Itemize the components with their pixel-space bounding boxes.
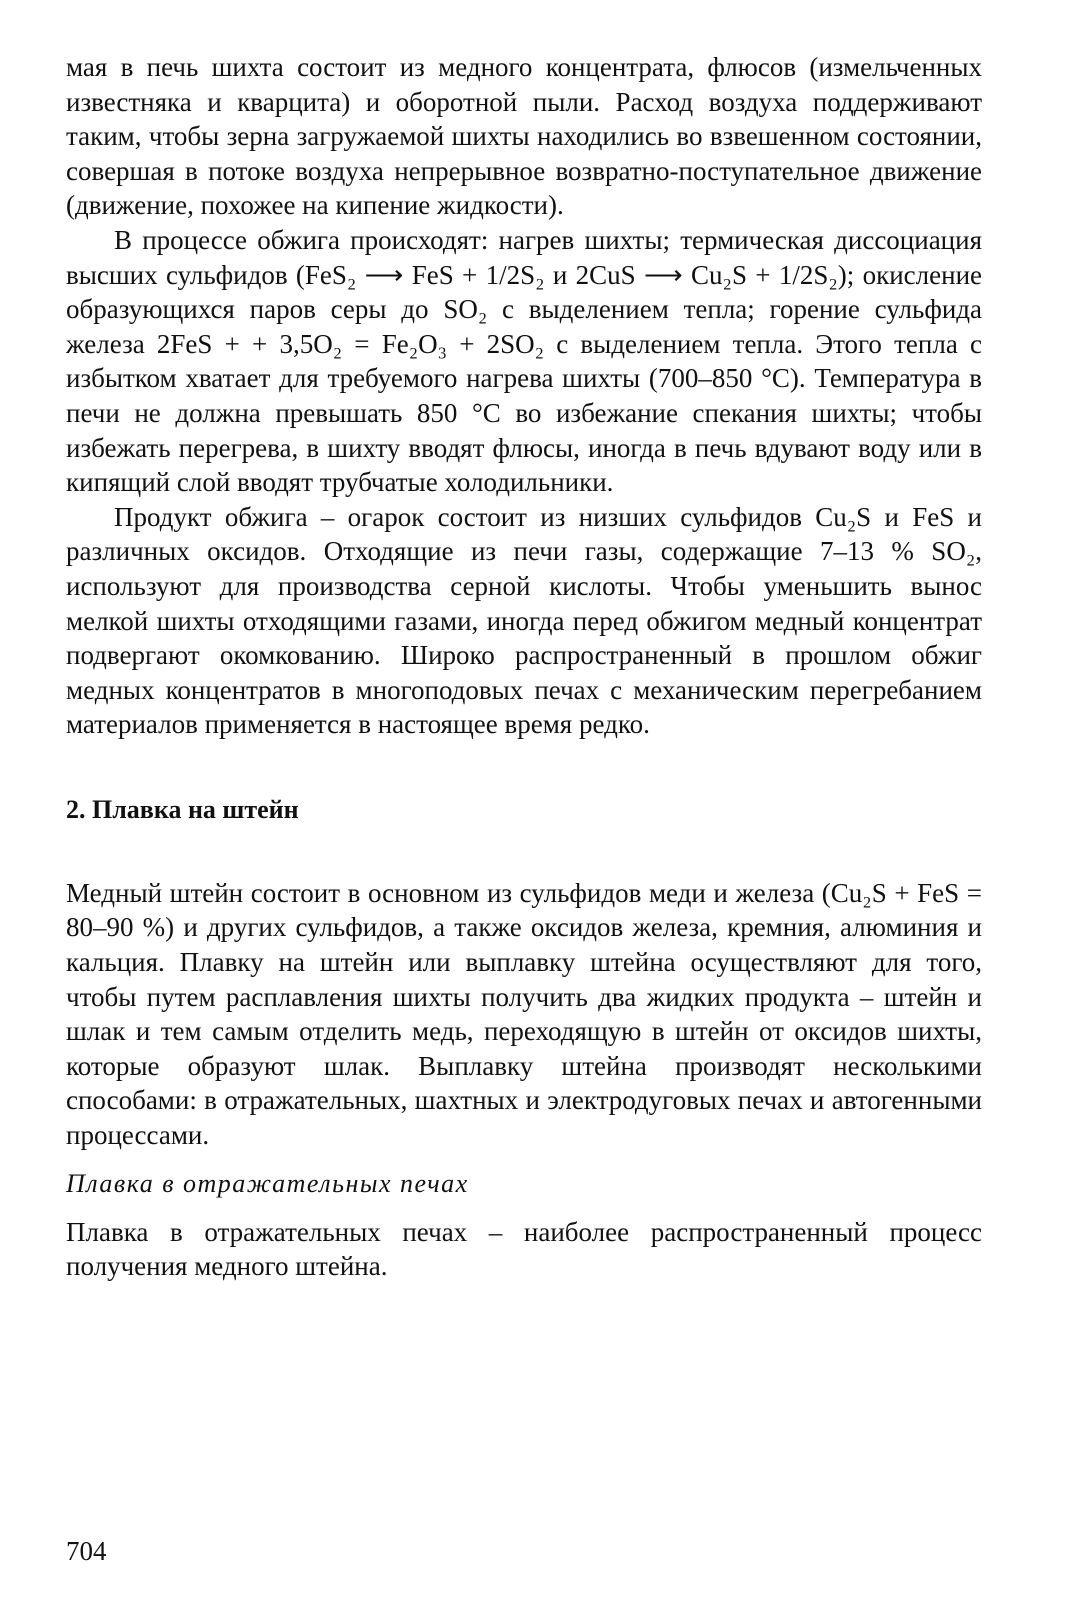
paragraph-3: Продукт обжига – огарок состоит из низших сульфидов Cu₂S и FeS и различных оксидов. Отходящие из печи газы, содержащие 7–13 % SO₂, используют для производства серной кислоты. Чтобы уменьшить вынос мелкой шихты отходящими газами, иногда перед обжигом медный концентрат подвергают окомкованию. Широко распространенный в прошлом обжиг медных концентратов в многоподовых печах с механическим перегребанием материалов применяется в настоящее время редко. <box>66 501 982 740</box>
section-heading: 2. Плавка на штейн <box>66 794 299 824</box>
paragraph-2: В процессе обжига происходят: нагрев шихты; термическая диссоциация высших сульфидов (FeS₂ ⟶ FeS + 1/2S₂ и 2CuS ⟶ Cu₂S + 1/2S₂); окисление образующихся паров серы до SO₂ с выделением тепла; горение сульфида железа 2FeS + + 3,5O₂ = Fe₂O₃ + 2SO₂ с выделением тепла. Этого тепла с избытком хватает для требуемого нагрева шихты (700–850 °C). Температура в печи не должна превышать 850 °C во избежание спекания шихты; чтобы избежать перегрева, в шихту вводят флюсы, иногда в печь вдувают воду или в кипящий слой вводят трубчатые холодильники. <box>66 224 982 498</box>
section-paragraph: Медный штейн состоит в основном из сульфидов меди и железа (Cu₂S + FeS = 80–90 %) и других сульфидов, а также оксидов железа, кремния, алюминия и кальция. Плавку на штейн или выплавку штейна осуществляют для того, чтобы путем расплавления шихты получить два жидких продукта – штейн и шлак и тем самым отделить медь, переходящую в штейн от оксидов шихты, которые образуют шлак. Выплавку штейна производят несколькими способами: в отражательных, шахтных и электродуговых печах и автогенными процессами. <box>66 877 982 1151</box>
page-number: 704 <box>66 1536 107 1566</box>
page-body <box>66 50 982 1284</box>
subsection-heading: Плавка в отражательных печах <box>66 1168 469 1198</box>
subsection-paragraph: Плавка в отражательных печах – наиболее распространенный процесс получения медного штейна. <box>66 1216 982 1282</box>
paragraph-1: мая в печь шихта состоит из медного концентрата, флюсов (измельченных известняка и кварцита) и оборотной пыли. Расход воздуха поддерживают таким, чтобы зерна загружаемой шихты находились во взвешенном состоянии, совершая в потоке воздуха непрерывное возвратно-поступательное движение (движение, похожее на кипение жидкости). <box>66 52 982 221</box>
